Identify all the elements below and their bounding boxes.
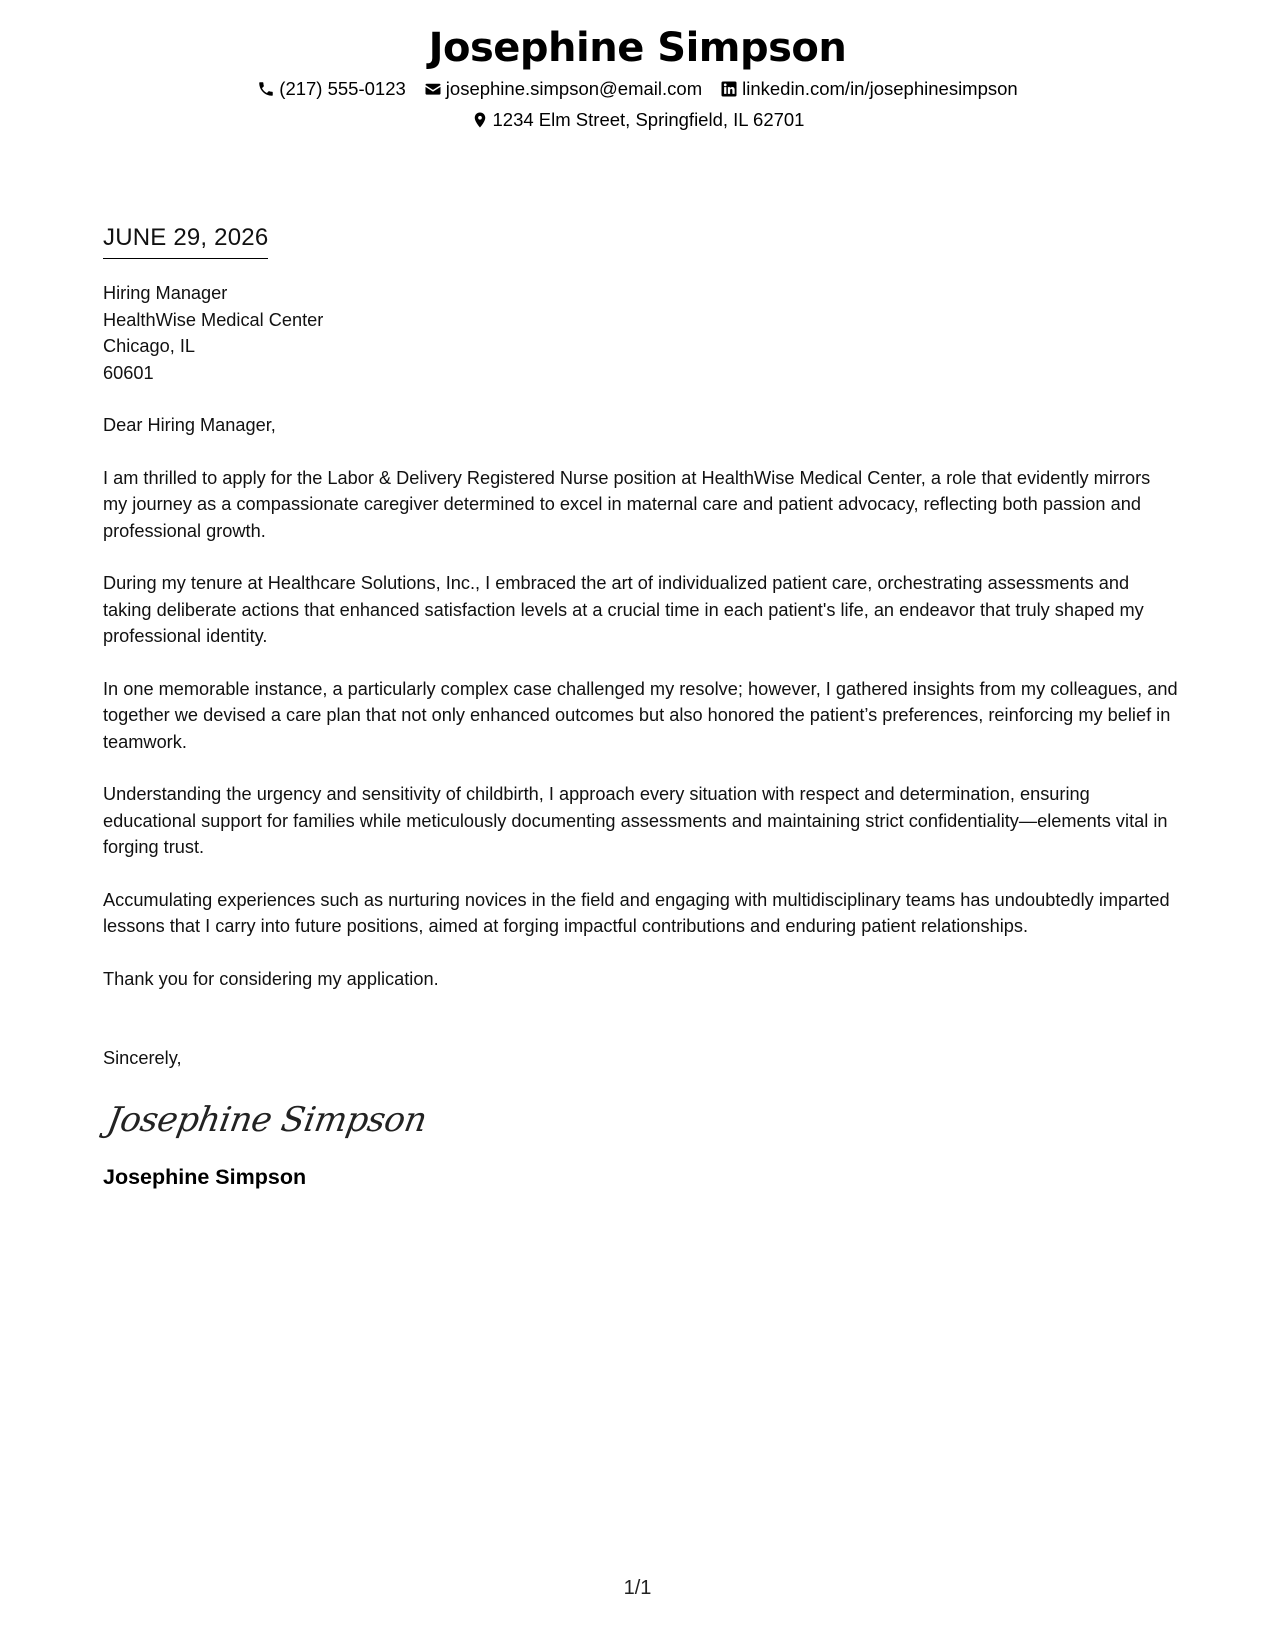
applicant-name: Josephine Simpson xyxy=(428,25,847,71)
page-number: 1/1 xyxy=(623,1577,652,1599)
linkedin-contact xyxy=(720,75,1018,103)
recipient-city: Chicago, IL xyxy=(103,336,196,356)
email-contact xyxy=(424,75,702,103)
letter-date: JUNE 29, 2026 xyxy=(103,222,268,259)
body-paragraph: Understanding the urgency and sensitivity of childbirth, I approach every situation with respect and determination, ensuring educational support for families while meticulously documenting assessments and maintaining strict confidentiality—elements vital in forging trust. xyxy=(103,784,1168,857)
closing: Sincerely, xyxy=(103,1048,182,1068)
contact-row xyxy=(0,75,1275,103)
envelope-icon xyxy=(424,80,442,98)
body-paragraph: Thank you for considering my application. xyxy=(103,968,439,989)
recipient-zip: 60601 xyxy=(103,362,154,383)
phone-number: (217) 555-0123 xyxy=(279,78,406,99)
email-address: josephine.simpson@email.com xyxy=(445,78,703,99)
handwritten-signature: Josephine Simpson xyxy=(104,1099,430,1140)
address-row xyxy=(0,106,1275,134)
body-paragraph: During my tenure at Healthcare Solutions, Inc., I embraced the art of individualized patient care, orchestrating assessments and taking deliberate actions that enhanced satisfaction levels at a crucial time in each patient's life, an endeavor that truly shaped my professional identity. xyxy=(103,573,1144,646)
body-paragraph: Accumulating experiences such as nurturing novices in the field and engaging with multidisciplinary teams has undoubtedly imparted lessons that I carry into future positions, aimed at forging impactful contributions and enduring patient relationships. xyxy=(103,889,1170,936)
body-paragraph: In one memorable instance, a particularly complex case challenged my resolve; however, I gathered insights from my colleagues, and together we devised a care plan that not only enhanced outcomes but also honored the patient’s preferences, reinforcing my belief in teamwork. xyxy=(103,678,1178,752)
recipient-title: Hiring Manager xyxy=(103,283,228,303)
street-address: 1234 Elm Street, Springfield, IL 62701 xyxy=(492,109,805,130)
letter-header xyxy=(0,22,1275,134)
linkedin-icon xyxy=(720,80,738,98)
phone-icon xyxy=(257,80,275,98)
recipient-block xyxy=(103,280,1178,386)
body-paragraph: I am thrilled to apply for the Labor & Delivery Registered Nurse position at HealthWise Medical Center, a role that evidently mirrors my journey as a compassionate caregiver determined to excel in maternal care and patient advocacy, reflecting both passion and professional growth. xyxy=(103,467,1151,541)
signer-name: Josephine Simpson xyxy=(103,1164,307,1189)
map-pin-icon xyxy=(471,111,489,129)
linkedin-url: linkedin.com/in/josephinesimpson xyxy=(742,78,1018,99)
salutation: Dear Hiring Manager, xyxy=(103,415,276,435)
address-contact xyxy=(471,106,805,134)
letter-body xyxy=(103,222,1178,1192)
recipient-company: HealthWise Medical Center xyxy=(103,309,324,330)
phone-contact xyxy=(257,75,406,103)
